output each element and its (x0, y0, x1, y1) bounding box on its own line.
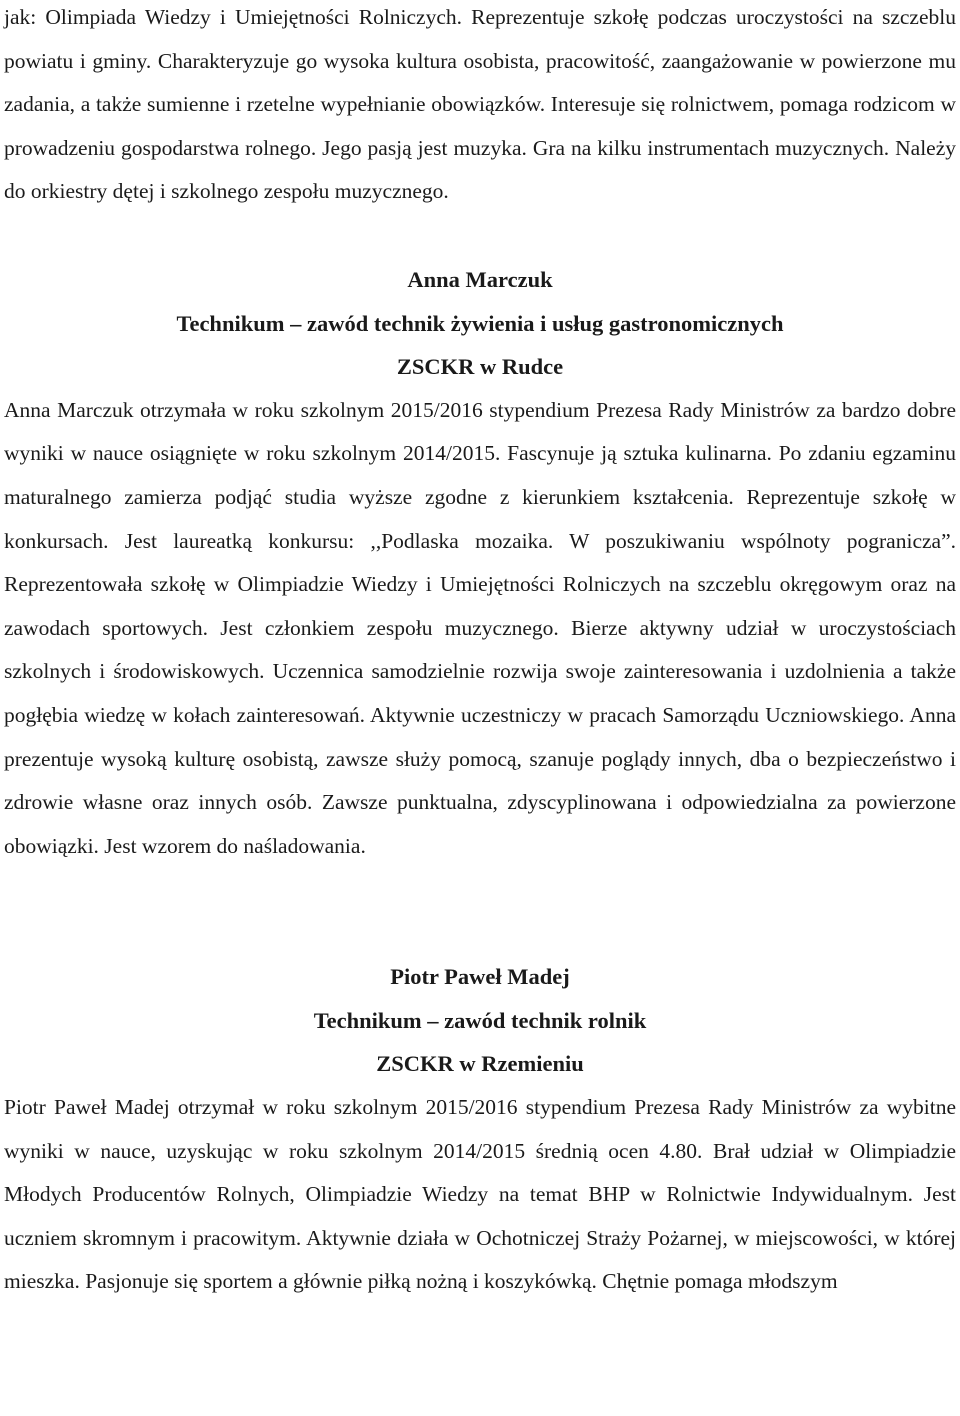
student-name: Anna Marczuk (407, 266, 553, 292)
school-name: ZSCKR w Rudce (396, 354, 564, 380)
section-heading-piotr (4, 955, 956, 1086)
section-paragraph-piotr: Piotr Paweł Madej otrzymał w roku szkolnym 2015/2016 stypendium Prezesa Rady Ministrów za wybitne wyniki w nauce, uzyskując w roku szkolnym 2014/2015 średnią ocen 4.80. Brał udział w Olimpiadzie Młodych Producentów Rolnych, Olimpiadzie Wiedzy na temat BHP w Rolnictwie Indywidualnym. Jest uczniem skromnym i pracowitym. Aktywnie działa w Ochotniczej Straży Pożarnej, w miejscowości, w której mieszka. Pasjonuje się sportem a głównie piłką nożną i koszykówką. Chętnie pomaga młodszym (4, 1095, 956, 1294)
school-name: ZSCKR w Rzemieniu (376, 1051, 584, 1077)
intro-paragraph: jak: Olimpiada Wiedzy i Umiejętności Rolniczych. Reprezentuje szkołę podczas uroczystości na szczeblu powiatu i gminy. Charakteryzuje go wysoka kultura osobista, pracowitość, zaangażowanie w powierzone mu zadania, a także sumienne i rzetelne wypełnianie obowiązków. Interesuje się rolnictwem, pomaga rodzicom w prowadzeniu gospodarstwa rolnego. Jego pasją jest muzyka. Gra na kilku instrumentach muzycznych. Należy do orkiestry dętej i szkolnego zespołu muzycznego. (4, 5, 956, 204)
student-name: Piotr Paweł Madej (390, 964, 570, 990)
section-spacer (4, 868, 956, 955)
document-page (4, 0, 956, 1304)
section-spacer (4, 214, 956, 258)
section-heading-anna (4, 258, 956, 389)
school-program: Technikum – zawód technik rolnik (313, 1007, 647, 1033)
school-program: Technikum – zawód technik żywienia i usług gastronomicznych (176, 310, 784, 336)
section-paragraph-anna: Anna Marczuk otrzymała w roku szkolnym 2015/2016 stypendium Prezesa Rady Ministrów za bardzo dobre wyniki w nauce osiągnięte w roku szkolnym 2014/2015. Fascynuje ją sztuka kulinarna. Po zdaniu egzaminu maturalnego zamierza podjąć studia wyższe zgodne z kierunkiem kształcenia. Reprezentuje szkołę w konkursach. Jest laureatką konkursu: ,,Podlaska mozaika. W poszukiwaniu wspólnoty pogranicza”. Reprezentowała szkołę w Olimpiadzie Wiedzy i Umiejętności Rolniczych na szczeblu okręgowym oraz na zawodach sportowych. Jest członkiem zespołu muzycznego. Bierze aktywny udział w uroczystościach szkolnych i środowiskowych. Uczennica samodzielnie rozwija swoje zainteresowania i uzdolnienia a także pogłębia wiedzę w kołach zainteresowań. Aktywnie uczestniczy w pracach Samorządu Uczniowskiego. Anna prezentuje wysoką kulturę osobistą, zawsze służy pomocą, szanuje poglądy innych, dba o bezpieczeństwo i zdrowie własne oraz innych osób. Zawsze punktualna, zdyscyplinowana i odpowiedzialna za powierzone obowiązki. Jest wzorem do naśladowania. (4, 397, 956, 858)
